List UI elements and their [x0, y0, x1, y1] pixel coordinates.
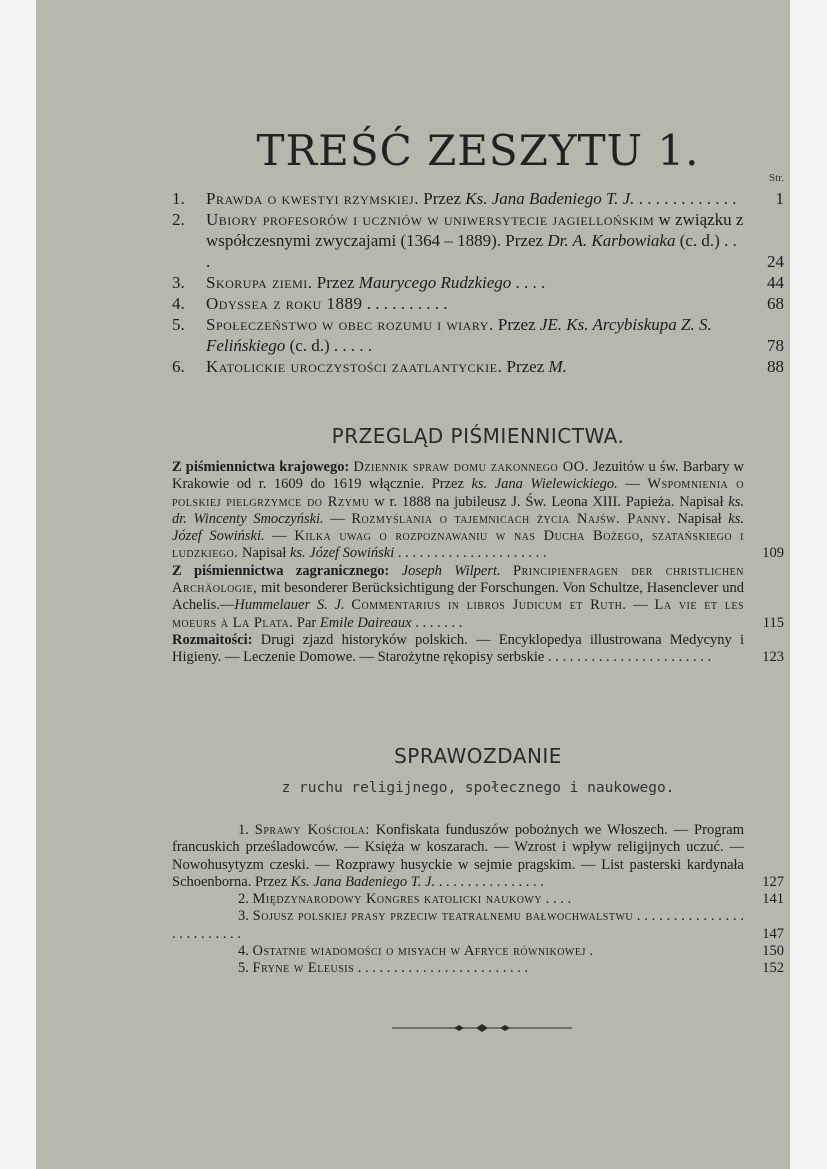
entry-title-text: Ostatnie wiadomości o misyach w Afryce równikowej: [252, 943, 586, 960]
author-text: JE. Ks. Arcybiskupa Z. S. Felińskiego: [206, 315, 712, 355]
entry-text: . . . .: [542, 891, 572, 908]
report-entry: [172, 891, 784, 908]
page-number: 127: [762, 873, 784, 890]
entry-title-text: Wspomnienia o polskiej pielgrzymce do Rzymu: [172, 476, 745, 510]
category-label: Z piśmiennictwa krajowego:: [172, 459, 354, 475]
entry-number: 1.: [172, 189, 185, 208]
entry-title-text: Prawda o kwestyi rzymskiej.: [206, 189, 419, 208]
paragraph-body: [172, 632, 744, 665]
entry-title-text: Dziennik spraw domu zakonnego OO.: [353, 459, 589, 475]
entry-body: [206, 315, 712, 355]
entry-text: .: [585, 943, 594, 960]
entry-text: . . . . . . . . . .: [362, 294, 448, 313]
entry-body: [206, 210, 743, 271]
page-number: 147: [762, 925, 784, 942]
entry-text: . . . .: [511, 273, 546, 292]
entry-text: . . . . . . . . . . . .: [634, 189, 737, 208]
section-title-report: SPRAWOZDANIE: [394, 744, 562, 768]
paragraph-body: [172, 563, 744, 631]
page-number: 78: [767, 336, 784, 355]
page-title: TREŚĆ ZESZYTU 1.: [256, 126, 700, 175]
author-text: Hummelauer S. J.: [234, 597, 345, 614]
entry-title-text: Odyssea z roku 1889: [206, 294, 363, 313]
section-title-review: PRZEGLĄD PIŚMIENNICTWA.: [331, 424, 625, 448]
page-number: 24: [767, 252, 784, 271]
review-section: [172, 459, 784, 667]
entry-number: 3.: [238, 908, 253, 925]
toc-entry: [172, 209, 784, 272]
entry-number: 1.: [238, 822, 255, 838]
page-number: 68: [767, 294, 784, 313]
author-text: Emile Daireaux: [319, 614, 412, 631]
page-number: 123: [762, 649, 784, 666]
entry-body: [206, 189, 736, 208]
entry-title-text: Katolickie uroczystości zaatlantyckie.: [206, 357, 503, 376]
entry-title-text: Sojusz polskiej prasy przeciw teatralnemu bałwochwalstwu: [252, 908, 634, 925]
entry-title-text: Społeczeństwo w obec rozumu i wiary.: [206, 315, 494, 334]
report-entry: [172, 960, 784, 977]
page-number: 44: [767, 273, 784, 292]
toc-entry: [172, 293, 784, 314]
author-text: ks. dr. Wincenty Smoczyński.: [172, 493, 744, 527]
entry-text: —: [323, 510, 352, 527]
entry-text: Przez: [502, 357, 549, 376]
page-number: 141: [762, 891, 784, 908]
page-number: 152: [762, 960, 784, 977]
entry-body: [253, 891, 572, 907]
entry-text: . . . . . . .: [411, 614, 463, 631]
entry-number: 4.: [238, 943, 253, 960]
entry-body: [206, 294, 448, 313]
entry-text: . . . . . . . . . . . . . . . . . . . . .: [394, 545, 547, 562]
author-text: Dr. A. Karbowiaka: [547, 231, 676, 250]
entry-text: mit besonderer Berücksichtigung der Forschungen. Von Schultze, Hasenclever und Achelis.—: [172, 580, 744, 614]
entry-text: Przez: [418, 189, 466, 208]
entry-text: —: [617, 476, 648, 493]
entry-text: Przez: [312, 273, 359, 292]
table-of-contents: [172, 188, 784, 377]
category-label: Z piśmiennictwa zagranicznego:: [172, 562, 402, 579]
report-subtitle: z ruchu religijnego, społecznego i naukowego.: [281, 780, 675, 796]
toc-entry: [172, 188, 784, 209]
entry-number: 5.: [238, 960, 253, 977]
entry-text: Drugi zjazd historyków polskich. — Encyklopedya illustrowana Medycyny i Higieny. — Leczenie Domowe. — Starożytne rękopisy serbskie . . . . . . . . . . . . . . . . . . . . . . .: [172, 631, 745, 666]
entry-text: Napisał: [670, 510, 729, 527]
author-text: Maurycego Rudzkiego: [358, 273, 512, 292]
entry-body: [172, 908, 744, 941]
review-paragraph: [172, 563, 784, 632]
entry-body: [253, 960, 529, 976]
entry-text: . . . . . . . . . . . . . . . . . . . . . . . . .: [172, 908, 745, 942]
entry-text: —: [264, 528, 295, 545]
entry-text: . . . . . . . . . . . . . . .: [435, 873, 544, 890]
paragraph-body: [172, 459, 744, 561]
page-number: 150: [762, 943, 784, 960]
entry-text: w związku z współczesnymi zwyczajami (1364 – 1889). Przez: [206, 210, 744, 250]
page-column-label: Str.: [769, 172, 784, 184]
entry-title-text: Principienfragen der christlichen Archäologie,: [172, 562, 745, 597]
scanned-page: [36, 0, 790, 1169]
entry-number: 3.: [172, 273, 185, 292]
review-paragraph: [172, 632, 784, 667]
entry-title-text: Commentarius in libros Judicum et Ruth.: [351, 597, 627, 614]
page-number: 115: [762, 614, 784, 631]
author-text: Joseph Wilpert.: [401, 562, 501, 579]
entry-title-text: Ubiory profesorów i uczniów w uniwersytecie jagiellońskim: [206, 210, 655, 229]
report-entry: [172, 822, 784, 891]
entry-text: Par: [293, 614, 320, 631]
entry-text: (c. d.) . . . . .: [285, 336, 373, 355]
entry-title-text: Skorupa ziemi.: [206, 273, 313, 292]
entry-number: 2.: [238, 891, 253, 908]
author-text: ks. Jana Wielewickiego.: [471, 476, 618, 493]
entry-text: w r. 1888 na jubileusz J. Św. Leona XIII. Papieża. Napisał: [369, 493, 729, 510]
entry-text: Jezuitów u św. Barbary w Krakowie od r. 1609 do 1619 włącznie. Przez: [172, 459, 745, 493]
entry-title-text: Kilka uwag o rozpoznawaniu w nas Ducha Bożego, szatańskiego i ludzkiego.: [172, 528, 745, 562]
entry-text: Napisał: [238, 545, 290, 562]
ornament-divider: [392, 1024, 572, 1032]
entry-text: . . . . . . . . . . . . . . . . . . . . . . . .: [354, 960, 529, 977]
toc-entry: [172, 272, 784, 293]
toc-entry: [172, 356, 784, 377]
entry-number: 6.: [172, 357, 185, 376]
report-entry: [172, 908, 784, 943]
author-text: Ks. Jana Badeniego T. J.: [290, 873, 436, 890]
entry-text: (c. d.) . . .: [206, 231, 737, 271]
entry-title-text: Sprawy Kościoła:: [254, 822, 370, 838]
entry-text: —: [626, 597, 655, 614]
entry-body: [206, 273, 545, 292]
entry-number: 4.: [172, 294, 185, 313]
page-number: 1: [775, 189, 784, 208]
author-text: ks. Józef Sowiński.: [172, 510, 744, 545]
entry-number: 5.: [172, 315, 185, 334]
report-section: [172, 822, 784, 978]
entry-body: [253, 943, 594, 959]
author-text: M.: [548, 357, 567, 376]
page-number: 88: [767, 357, 784, 376]
page-number: 109: [762, 545, 784, 562]
entry-title-text: Fryne w Eleusis: [252, 960, 355, 977]
entry-body: [206, 357, 567, 376]
entry-title-text: Rozmyślania o tajemnicach życia Najśw. Panny.: [351, 510, 671, 527]
toc-entry: [172, 314, 784, 356]
entry-text: Przez: [493, 315, 540, 334]
report-entry: [172, 943, 784, 960]
entry-body: [172, 822, 744, 890]
category-label: Rozmaitości:: [172, 631, 261, 648]
entry-text: Konfiskata funduszów pobożnych we Włoszech. — Program francuskich prześladowców. — Księża w koszarach. — Wzrost i wpływ religijnych uczuć. — Nowohusytyzm czeski. — Rozprawy husyckie w sejmie pragskim. — List pasterski kardynała Schoenborna. Przez: [172, 822, 744, 890]
author-text: ks. Józef Sowiński: [289, 545, 395, 562]
entry-text: [501, 563, 513, 579]
entry-number: 2.: [172, 210, 185, 229]
author-text: Ks. Jana Badeniego T. J.: [465, 189, 635, 208]
review-paragraph: [172, 459, 784, 563]
entry-title-text: Międzynarodowy Kongres katolicki naukowy: [252, 891, 543, 908]
entry-title-text: La vie et les moeurs à La Plata.: [172, 597, 745, 631]
